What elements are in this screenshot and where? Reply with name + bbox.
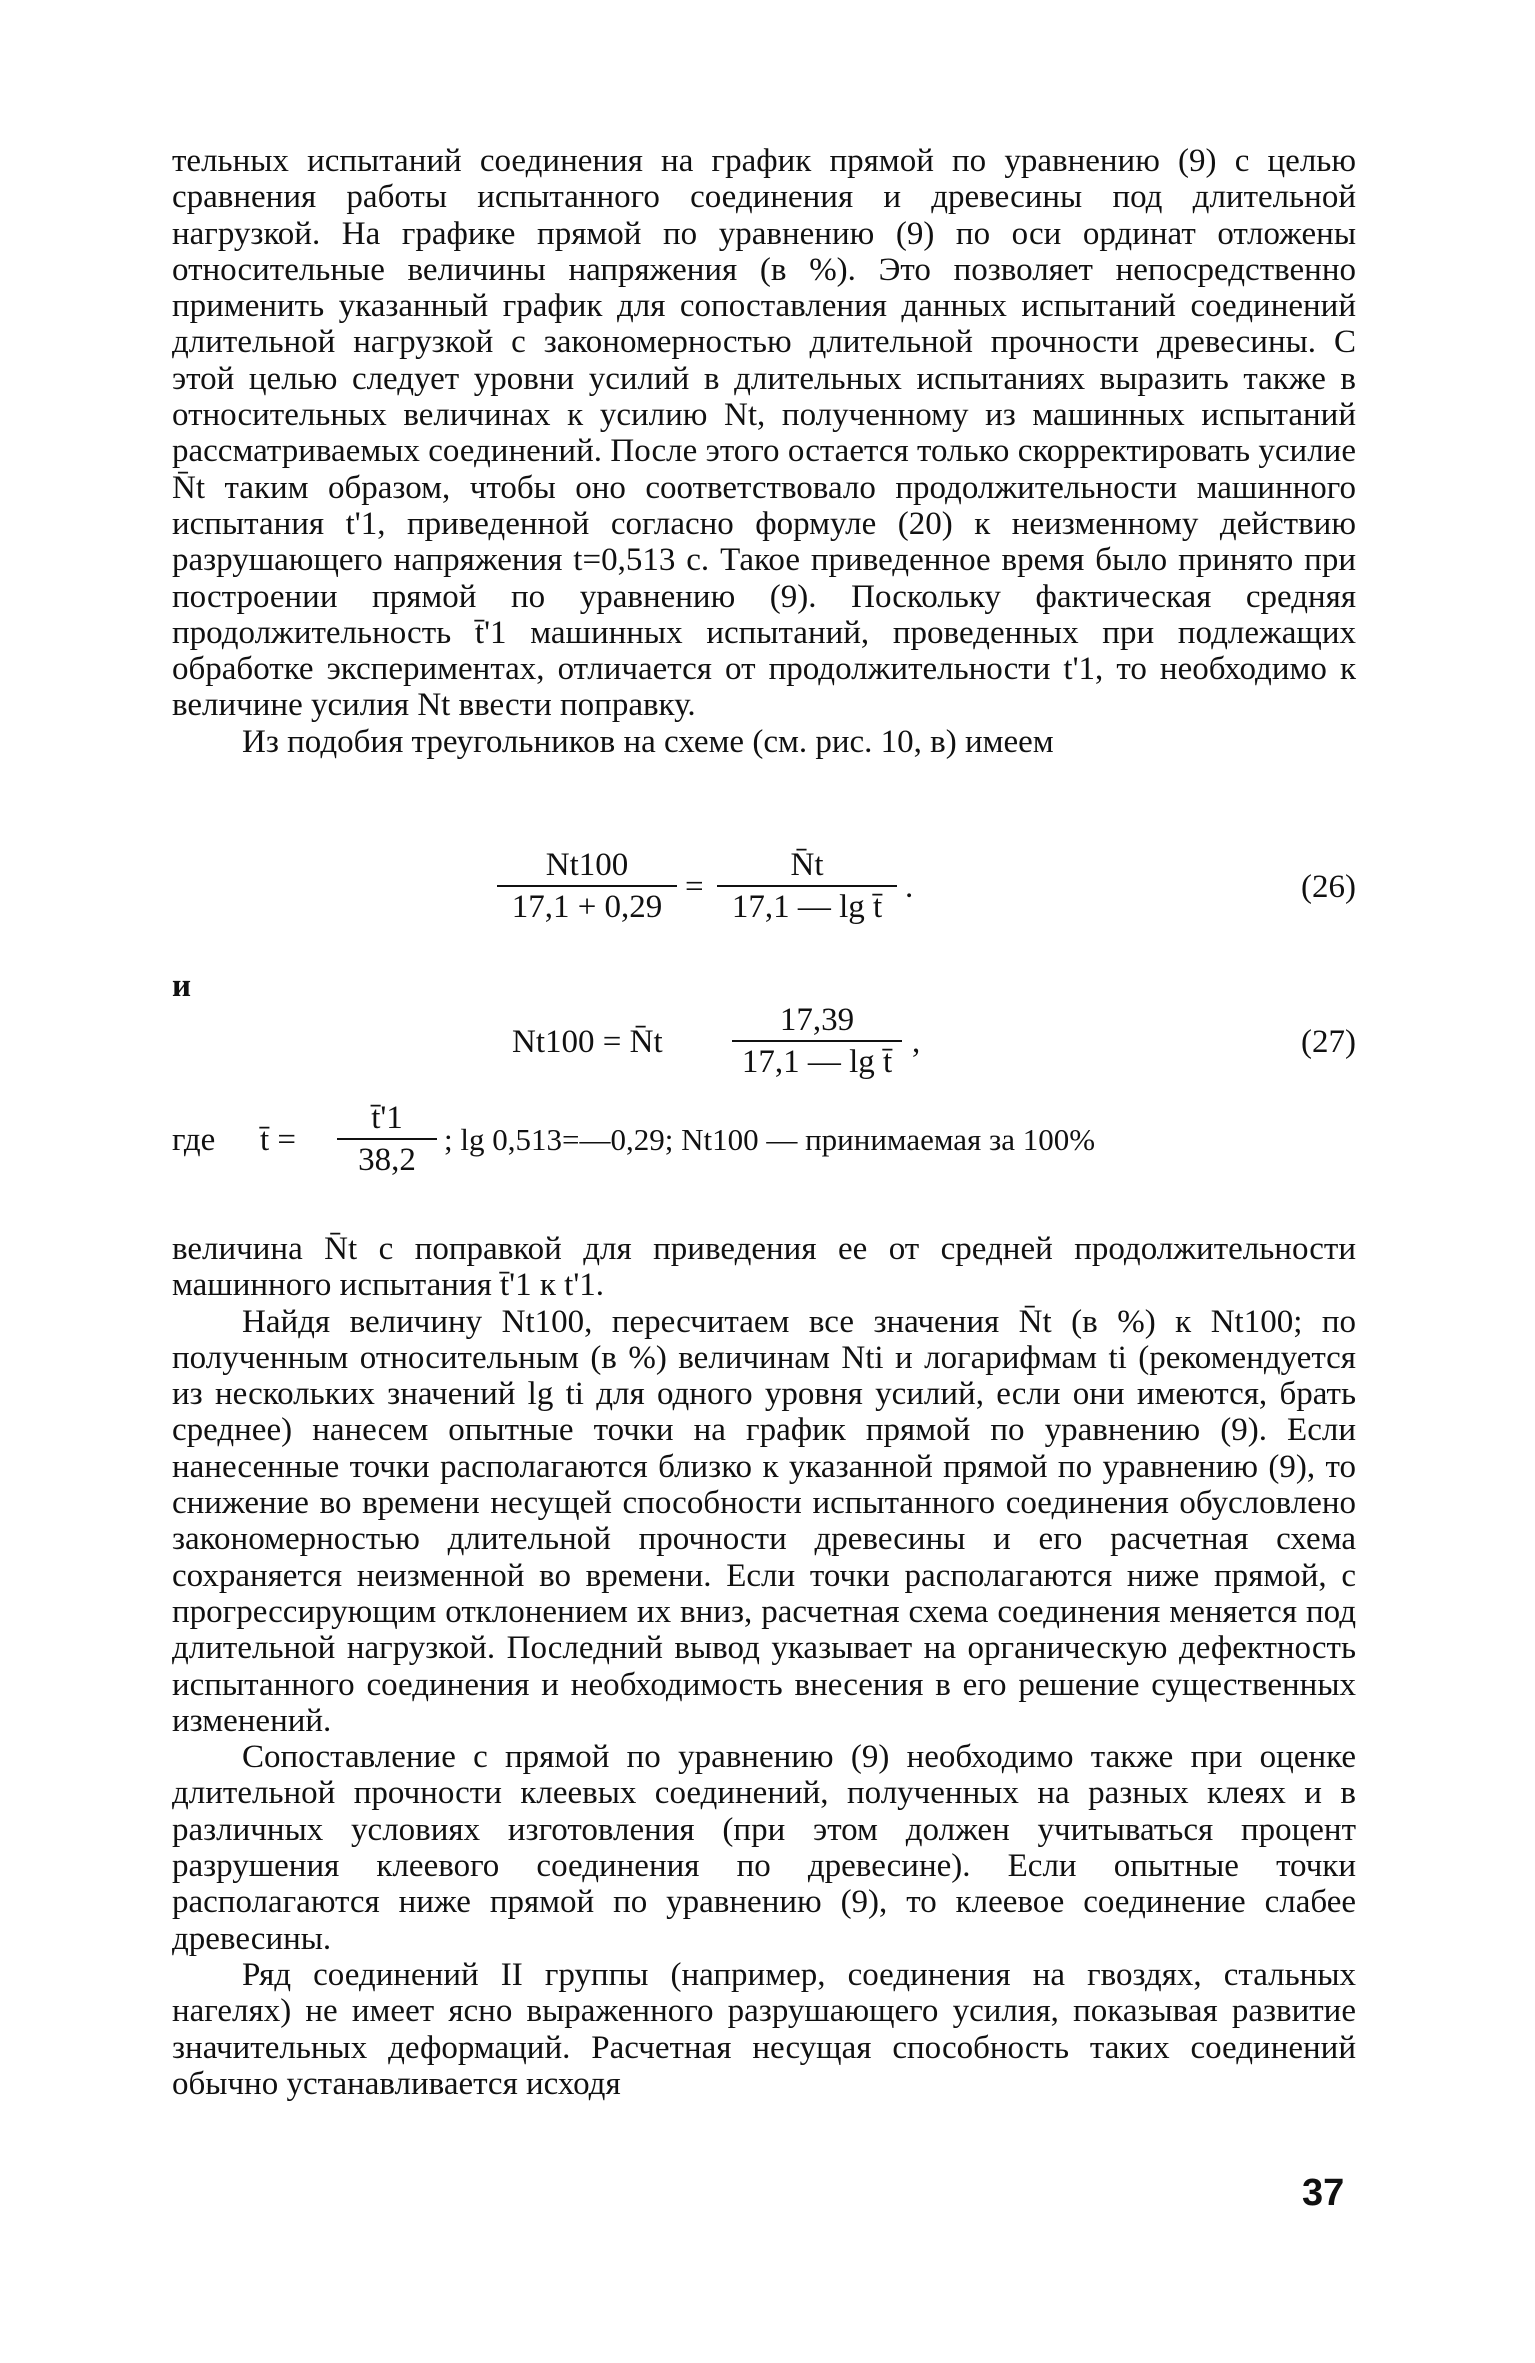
formula-27-numerator: 17,39 [732,1000,902,1042]
where-definition [172,1098,1356,1188]
where-rest: ; lg 0,513=—0,29; Nt100 — принимаемая за 100% [444,1122,1096,1157]
formula-26-period: . [905,869,914,905]
where-word: где [172,1122,216,1158]
paragraph-group-ii: Ряд соединений II группы (например, соединения на гвоздях, стальных нагелях) не имеет ясно выраженного разрушающего усилия, показывая развитие значительных деформаций. Расчетная несущая способность таких соединений обычно устанавливается исходя [172,1956,1356,2102]
formula-26-left-numerator: Nt100 [497,845,677,887]
formula-26-left-denominator: 17,1 + 0,29 [511,889,663,925]
where-fraction [337,1098,437,1180]
formula-27-comma: , [912,1024,921,1060]
paragraph-continued: тельных испытаний соединения на график прямой по уравнению (9) с целью сравнения работы испытанного соединения и древесины под длительной нагрузкой. На графике прямой по уравнению (9) по оси ординат отложены относительные величины напряжения (в %). Это позволяет непосредственно применить указанный график для сопоставления данных испытаний соединений длительной нагрузкой с закономерностью длительной прочности древесины. С этой целью следует уровни усилий в длительных испытаниях выразить также в относительных величинах к усилию Nt, полученному из машинных испытаний рассматриваемых соединений. После этого остается только скорректировать усилие N̄t таким образом, чтобы оно соответствовало продолжительности машинного испытания t'1, приведенной согласно формуле (20) к неизменному действию разрушающего напряжения t=0,513 с. Такое приведенное время было принято при построении прямой по уравнению (9). Поскольку фактическая средняя продолжительность t̄'1 машинных испытаний, проведенных при подлежащих обработке экспериментах, отличается от продолжительности t'1, то необходимо к величине усилия Nt ввести поправку. [172,143,1356,724]
formula-27-denominator: 17,1 — lg t̄ [741,1044,893,1080]
page-number: 37 [1302,2172,1345,2214]
formula-27-number: (27) [1301,1024,1356,1060]
formula-26-number: (26) [1301,869,1356,905]
formula-26-equals: = [685,869,704,905]
where-numerator: t̄'1 [337,1098,437,1140]
formula-26-left-fraction [497,845,677,927]
formula-26 [172,845,1356,935]
paragraph-similarity: Из подобия треугольников на схеме (см. рис. 10, в) имеем [242,723,1054,760]
where-denominator: 38,2 [358,1142,416,1178]
paragraph-having-found: Найдя величину Nt100, пересчитаем все значения N̄t (в %) к Nt100; по полученным относительным (в %) величинам Nti и логарифмам ti (рекомендуется из нескольких значений lg ti для одного уровня усилий, если они имеются, брать среднее) нанесем опытные точки на график прямой по уравнению (9). Если нанесенные точки располагаются близко к указанной прямой по уравнению (9), то снижение во времени несущей способности испытанного соединения обусловлено закономерностью длительной прочности древесины и его расчетная схема сохраняется неизменной во времени. Если точки располагаются ниже прямой, с прогрессирующим отклонением их вниз, расчетная схема соединения меняется под длительной нагрузкой. Последний вывод указывает на органическую дефектность испытанного соединения и необходимость внесения в его решение существенных изменений. [172,1303,1356,1739]
formula-27 [172,1000,1356,1090]
formula-26-right-numerator: N̄t [717,845,897,887]
formula-27-lhs: Nt100 = N̄t [512,1024,663,1060]
text-block-top [172,143,1356,760]
where-lhs: t̄ = [260,1122,297,1158]
conjunction-and: и [172,968,192,1004]
formula-27-fraction [732,1000,902,1082]
formula-26-right-fraction [717,845,897,927]
formula-26-right-denominator: 17,1 — lg t̄ [731,889,883,925]
paragraph-comparison: Сопоставление с прямой по уравнению (9) необходимо также при оценке длительной прочности клеевых соединений, полученных на разных клеях и в различных условиях изготовления (при этом должен учитываться процент разрушения клеевого соединения по древесине). Если опытные точки располагаются ниже прямой по уравнению (9), то клеевое соединение слабее древесины. [172,1739,1356,1957]
text-block-bottom [172,1231,1356,2102]
paragraph-magnitude: величина N̄t с поправкой для приведения ее от средней продолжительности машинного испытания t̄'1 к t'1. [172,1231,1356,1304]
